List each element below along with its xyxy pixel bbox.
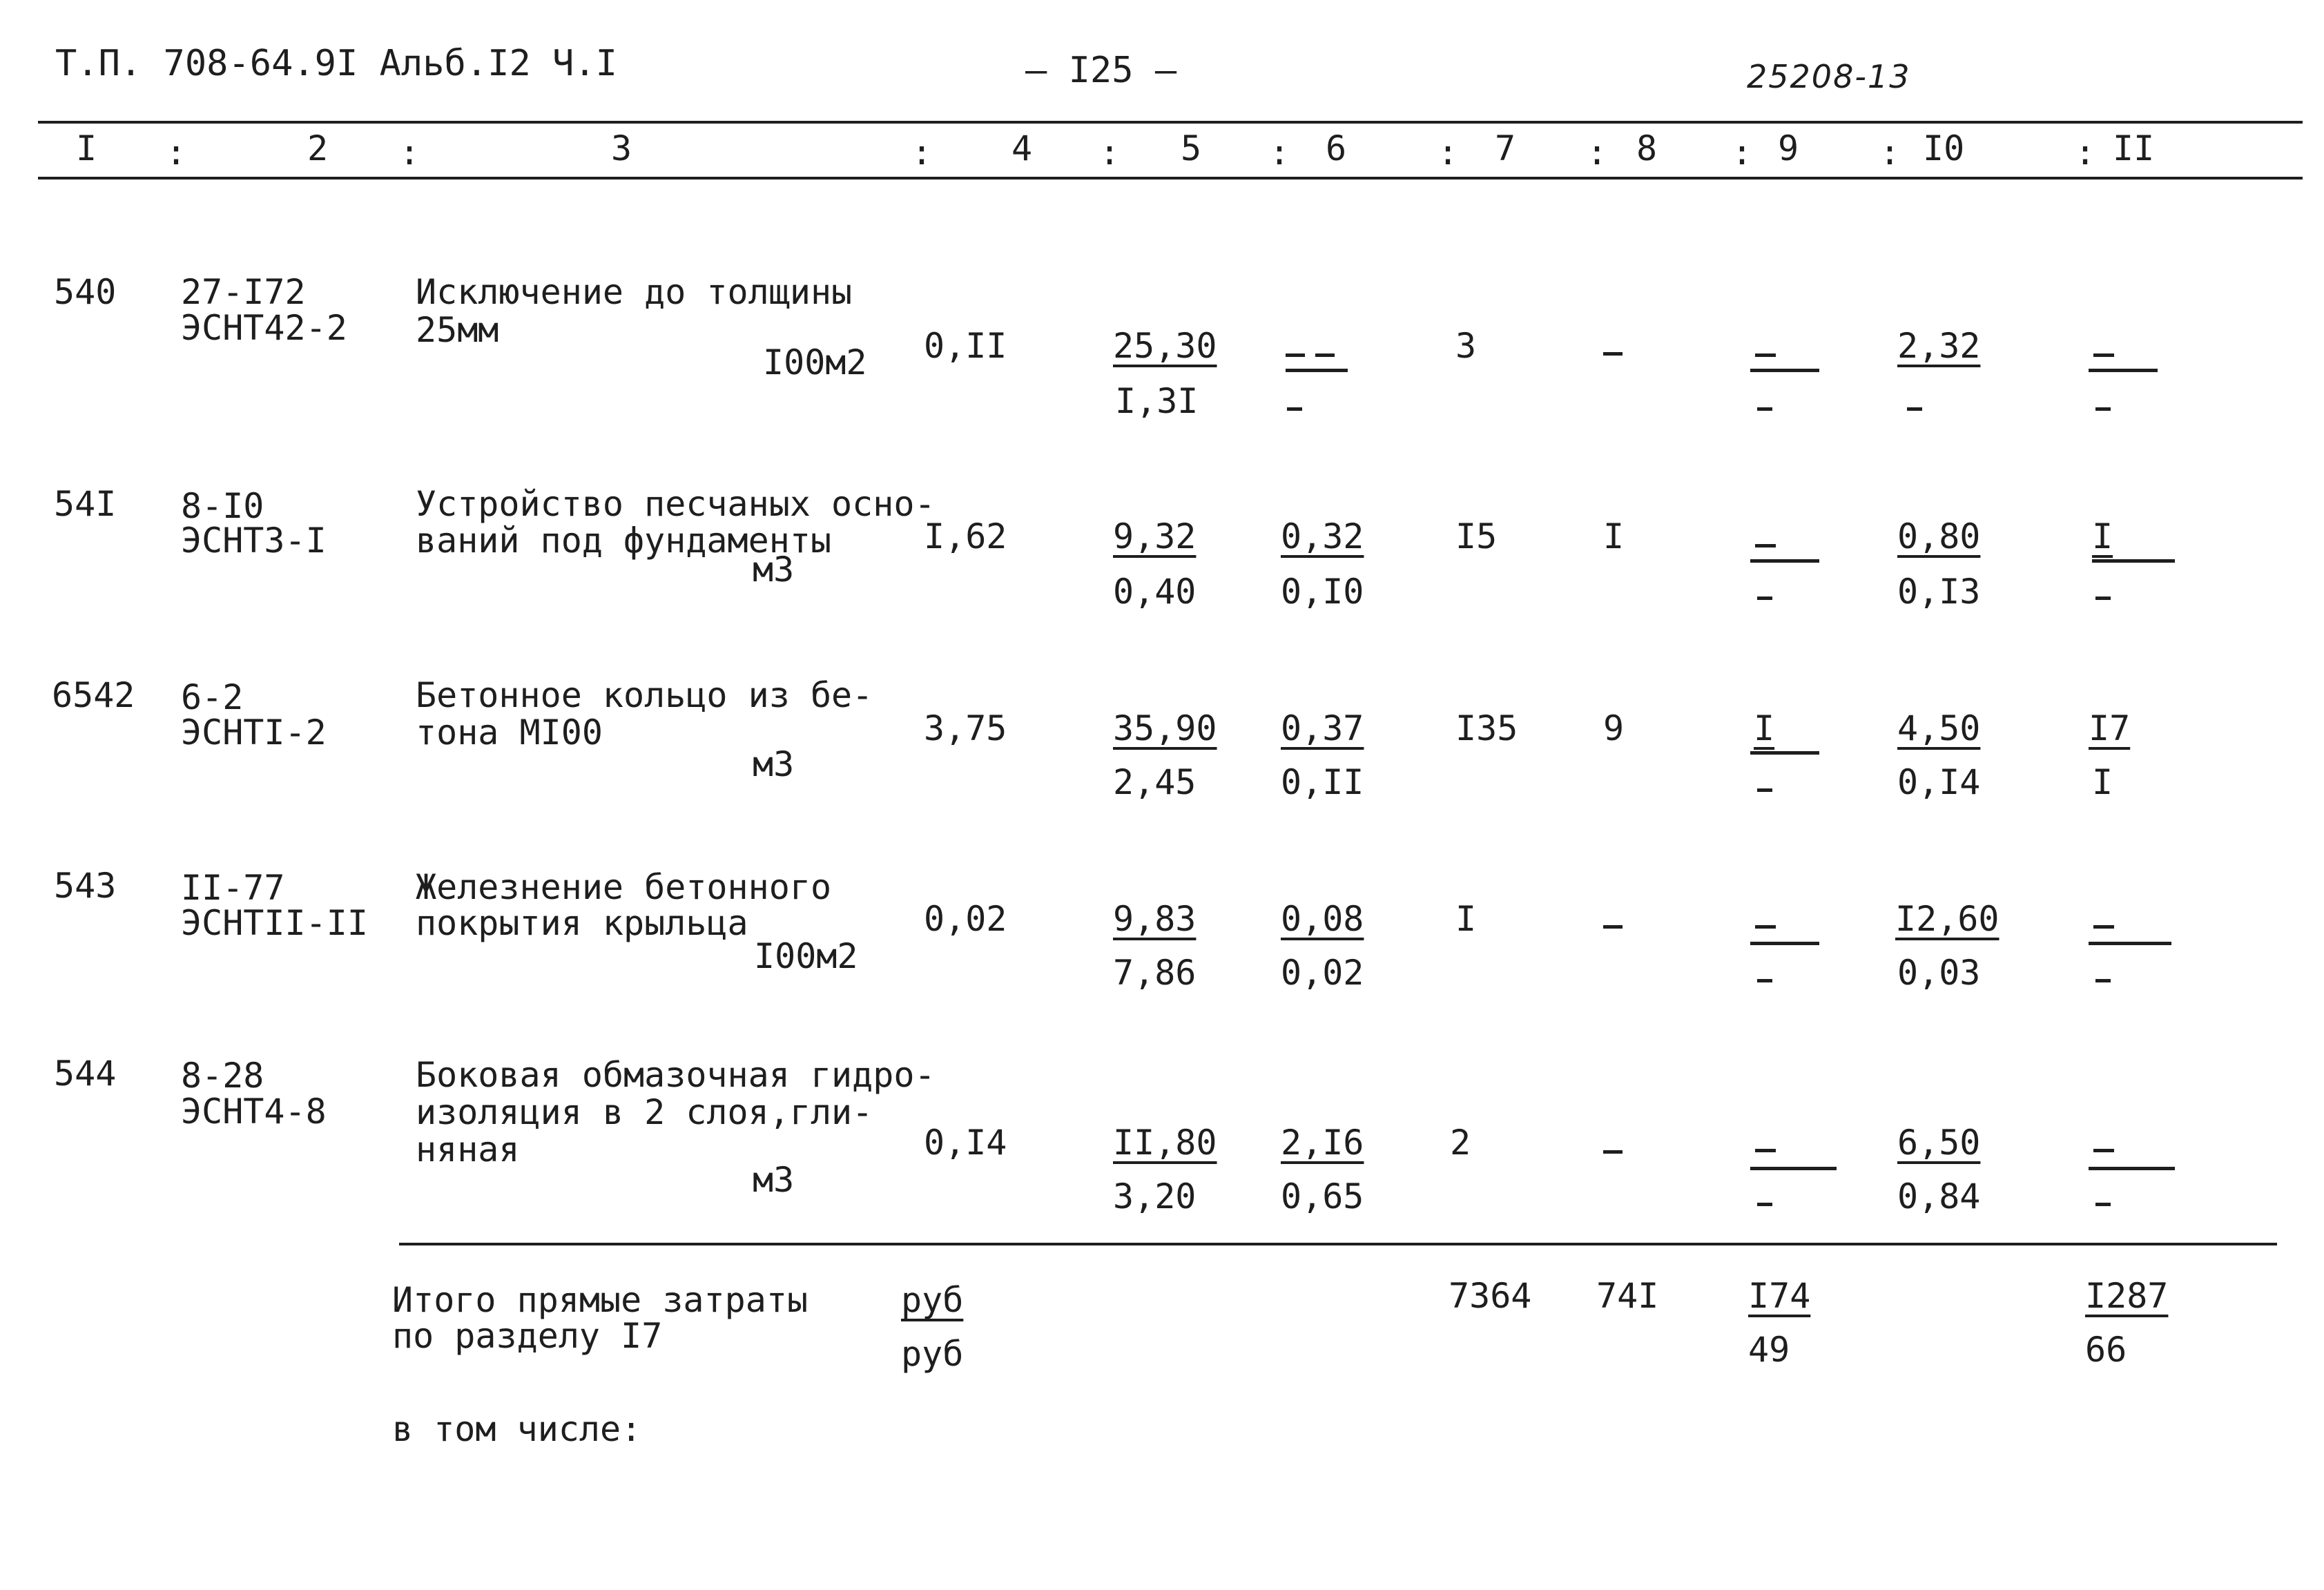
dash	[1286, 353, 1305, 357]
col-header-3: 3	[611, 128, 632, 168]
header-rule-bottom	[38, 177, 2303, 180]
dash	[1287, 407, 1302, 411]
total-col8: 74I	[1596, 1276, 1659, 1316]
col-separator: :	[911, 133, 933, 173]
row-number: 540	[54, 272, 117, 312]
col-header-6: 6	[1326, 128, 1347, 168]
col8-value: I	[1603, 516, 1625, 556]
col5-top: II,80	[1113, 1123, 1217, 1163]
row-quantity: 0,I4	[924, 1123, 1007, 1163]
page-number: – I25 –	[1025, 50, 1177, 91]
col-header-9: 9	[1778, 128, 1799, 168]
col-separator: :	[399, 133, 420, 173]
row-quantity: 0,02	[924, 899, 1007, 939]
col8-value: 9	[1603, 708, 1625, 748]
col-header-4: 4	[1011, 128, 1033, 168]
row-description: покрытия крыльца	[416, 903, 748, 943]
col-header-5: 5	[1181, 128, 1202, 168]
dash	[1750, 559, 1819, 563]
dash	[1757, 788, 1772, 792]
row-quantity: 0,II	[924, 326, 1007, 366]
row-unit: I00м2	[763, 342, 867, 382]
col5-bottom: 0,40	[1113, 572, 1197, 612]
dash	[2095, 1203, 2111, 1206]
col10-bottom: 0,84	[1897, 1176, 1981, 1216]
dash	[1757, 1203, 1772, 1206]
row-code-2: ЭСНТ3-I	[181, 521, 327, 561]
col6-top: 0,08	[1281, 899, 1364, 939]
col-separator: :	[1437, 133, 1459, 173]
row-code-2: ЭСНТ4-8	[181, 1092, 327, 1132]
col10-bottom: 0,I4	[1897, 762, 1981, 802]
col6-bottom: 0,65	[1281, 1176, 1364, 1216]
dash	[1603, 925, 1623, 929]
row-code-1: II-77	[181, 868, 285, 908]
col10-top: 2,32	[1897, 326, 1981, 366]
col7-value: I5	[1455, 516, 1498, 556]
row-description: Железнение бетонного	[416, 867, 832, 907]
col-separator: :	[1269, 133, 1290, 173]
row-description: тона МI00	[416, 712, 603, 753]
col6-top: 2,I6	[1281, 1123, 1364, 1163]
row-number: 54I	[54, 484, 117, 524]
col-separator: :	[2075, 133, 2096, 173]
total-unit: руб	[901, 1334, 964, 1374]
col5-top: 35,90	[1113, 708, 1217, 748]
row-quantity: 3,75	[924, 708, 1007, 748]
handwritten-number: 25208-13	[1747, 58, 1911, 95]
col-separator: :	[1879, 133, 1901, 173]
col5-top: 9,32	[1113, 516, 1197, 556]
row-code-1: 8-I0	[181, 486, 264, 526]
total-col9-top: I74	[1748, 1276, 1811, 1316]
total-label: по разделу I7	[392, 1316, 663, 1356]
dash	[2095, 597, 2111, 600]
dash	[1755, 353, 1776, 357]
col10-bottom: 0,03	[1897, 953, 1981, 993]
row-description: Бетонное кольцо из бе-	[416, 675, 873, 715]
dash	[2093, 925, 2114, 929]
header-rule-top	[38, 121, 2303, 124]
dash	[2089, 369, 2158, 372]
col7-value: I	[1455, 899, 1477, 939]
col6-bottom: 0,I0	[1281, 572, 1364, 612]
col5-bottom: 3,20	[1113, 1176, 1197, 1216]
row-description: 25мм	[416, 310, 499, 350]
dash	[1603, 352, 1623, 356]
col9-top: I	[1754, 708, 1775, 748]
dash	[1755, 1149, 1776, 1152]
row-code-1: 8-28	[181, 1056, 264, 1096]
row-unit: м3	[753, 550, 795, 590]
total-rule	[399, 1243, 2277, 1245]
dash	[2095, 407, 2111, 411]
col-separator: :	[1099, 133, 1121, 173]
col-header-11: II	[2113, 128, 2155, 168]
dash	[1755, 925, 1776, 929]
row-description: Устройство песчаных осно-	[416, 484, 936, 524]
dash	[1757, 597, 1772, 600]
dash	[2092, 559, 2175, 563]
row-code-1: 6-2	[181, 677, 244, 717]
dash	[1315, 353, 1335, 357]
dash	[1757, 407, 1772, 411]
row-description: изоляция в 2 слоя,гли-	[416, 1092, 873, 1132]
row-unit: м3	[753, 744, 795, 784]
col5-top: 25,30	[1113, 326, 1217, 366]
dash	[1750, 942, 1819, 945]
col11-top: I7	[2089, 708, 2131, 748]
doc-code: Т.П. 708-64.9I Альб.I2 Ч.I	[55, 43, 617, 84]
col10-top: 0,80	[1897, 516, 1981, 556]
col7-value: I35	[1455, 708, 1518, 748]
dash	[2095, 979, 2111, 982]
col6-bottom: 0,02	[1281, 953, 1364, 993]
row-description: няная	[416, 1130, 520, 1170]
dash	[1755, 544, 1776, 547]
col-separator: :	[166, 133, 187, 173]
col6-bottom: 0,II	[1281, 762, 1364, 802]
row-quantity: I,62	[924, 516, 1007, 556]
col-separator: :	[1587, 133, 1608, 173]
total-label: Итого прямые затраты	[392, 1280, 808, 1320]
dash	[1750, 1167, 1837, 1170]
row-number: 6542	[52, 675, 135, 715]
col7-value: 2	[1450, 1123, 1471, 1163]
dash	[2093, 353, 2114, 357]
including-label: в том числе:	[392, 1409, 642, 1449]
total-unit: руб	[901, 1280, 964, 1320]
total-col11-bottom: 66	[2085, 1330, 2127, 1370]
dash	[1750, 751, 1819, 755]
col7-value: 3	[1455, 326, 1477, 366]
col5-bottom: 2,45	[1113, 762, 1197, 802]
row-number: 544	[54, 1054, 117, 1094]
dash	[1603, 1150, 1623, 1154]
row-unit: I00м2	[754, 936, 858, 976]
row-code-2: ЭСНТ42-2	[181, 308, 347, 348]
dash	[2089, 942, 2171, 945]
col-header-10: I0	[1923, 128, 1965, 168]
col6-top: 0,32	[1281, 516, 1364, 556]
col10-bottom: 0,I3	[1897, 572, 1981, 612]
col10-top: 6,50	[1897, 1123, 1981, 1163]
dash	[2089, 1167, 2175, 1170]
total-col7: 7364	[1449, 1276, 1532, 1316]
total-col11-top: I287	[2085, 1276, 2169, 1316]
dash	[1757, 979, 1772, 982]
col11-top: I	[2092, 516, 2113, 556]
col5-bottom: 7,86	[1113, 953, 1197, 993]
col10-top: I2,60	[1895, 899, 1999, 939]
row-code-1: 27-I72	[181, 272, 306, 312]
row-code-2: ЭСНТI-2	[181, 712, 327, 753]
row-description: Исключение до толщины	[416, 272, 853, 312]
total-col9-bottom: 49	[1748, 1330, 1790, 1370]
dash	[2093, 1149, 2114, 1152]
col-header-7: 7	[1495, 128, 1516, 168]
row-code-2: ЭСНТII-II	[181, 903, 368, 943]
row-description: Боковая обмазочная гидро-	[416, 1055, 936, 1095]
dash	[1907, 407, 1922, 411]
row-unit: м3	[753, 1160, 795, 1200]
row-number: 543	[54, 866, 117, 906]
col-header-2: 2	[307, 128, 329, 168]
col10-top: 4,50	[1897, 708, 1981, 748]
dash	[1286, 369, 1348, 372]
col11-bottom: I	[2092, 762, 2113, 802]
row-description: ваний под фундаменты	[416, 521, 832, 561]
col-separator: :	[1732, 133, 1753, 173]
col-header-8: 8	[1636, 128, 1658, 168]
dash	[1750, 369, 1819, 372]
col6-top: 0,37	[1281, 708, 1364, 748]
col5-bottom: I,3I	[1115, 381, 1199, 421]
col-header-1: I	[76, 128, 97, 168]
col5-top: 9,83	[1113, 899, 1197, 939]
